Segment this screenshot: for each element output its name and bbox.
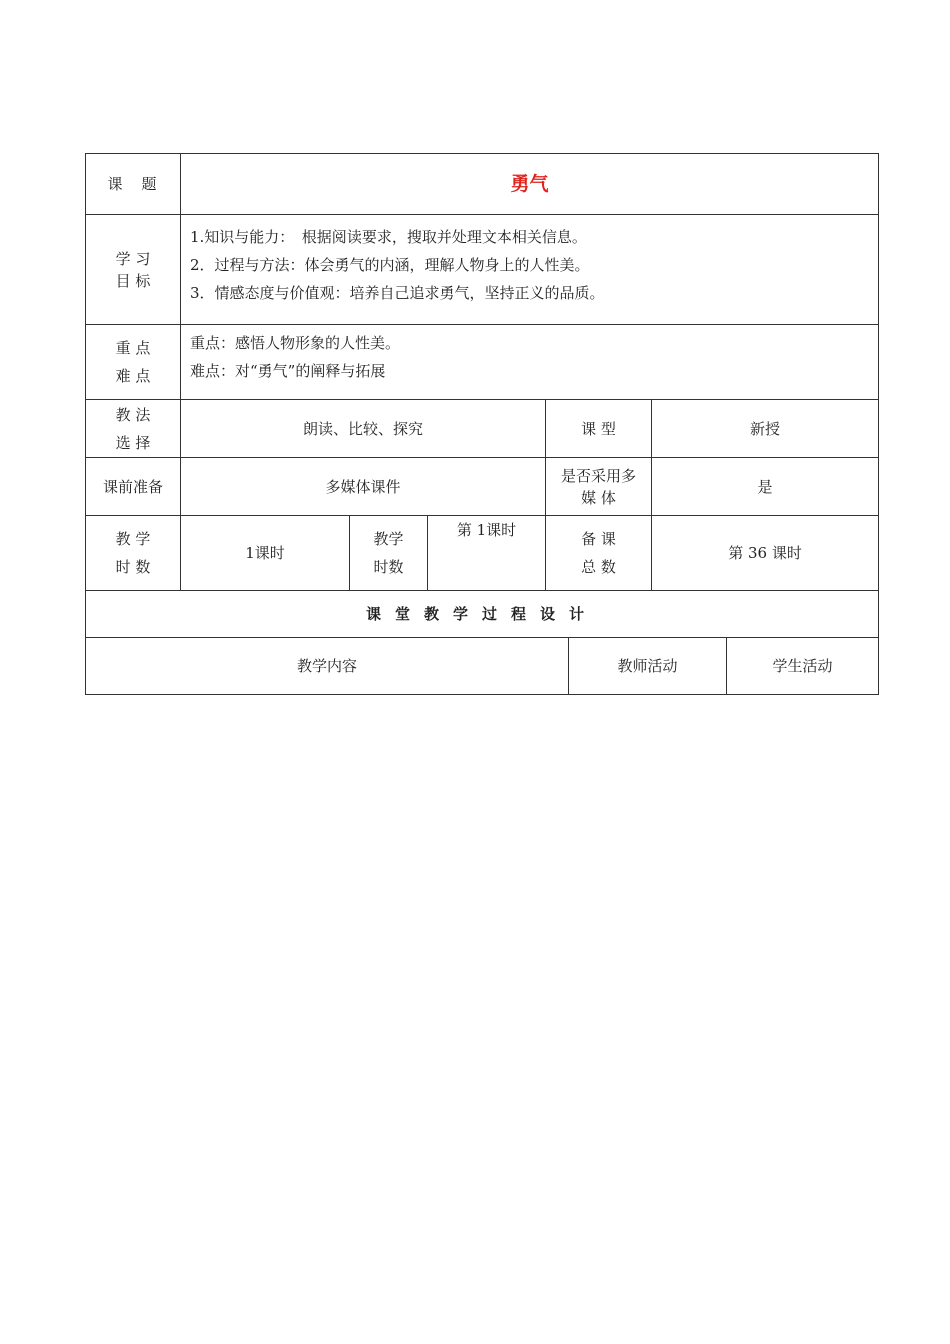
total-hours-label: 备 课 总 数 [546,516,652,591]
hours-row [86,516,879,591]
col-teaching-content: 教学内容 [86,638,569,695]
objective-item: 1.知识与能力： 根据阅读要求，搜取并处理文本相关信息。 [190,228,587,246]
prep-row [86,458,879,516]
hours-value-2: 第 1课时 [428,516,546,591]
key-point: 重点：感悟人物形象的人性美。 [190,334,401,352]
key-points-label: 重 点 难 点 [86,325,181,400]
media-value: 是 [652,458,879,516]
hours-label: 教 学 时 数 [86,516,181,591]
total-hours-value: 第 36 课时 [652,516,879,591]
design-heading: 课堂教学过程设计 [86,591,879,638]
difficult-point: 难点：对“勇气”的阐释与拓展 [190,362,386,380]
col-student-activity: 学生活动 [727,638,879,695]
prep-label: 课前准备 [86,458,181,516]
lesson-type-value: 新授 [652,400,879,458]
col-teacher-activity: 教师活动 [569,638,727,695]
lesson-plan-table [85,153,879,638]
objectives-list [181,215,879,325]
objective-item: 2．过程与方法：体会勇气的内涵，理解人物身上的人性美。 [190,256,590,274]
method-value: 朗读、比较、探究 [181,400,546,458]
topic-row [86,154,879,215]
lesson-title: 勇气 [181,154,879,215]
lesson-plan-sheet [85,153,878,695]
prep-value: 多媒体课件 [181,458,546,516]
objectives-row [86,215,879,325]
process-header-row [86,638,879,695]
lesson-type-label: 课 型 [546,400,652,458]
media-label: 是否采用多 媒 体 [546,458,652,516]
process-table [85,637,879,695]
design-heading-row [86,591,879,638]
hours-label-2: 教学 时数 [350,516,428,591]
hours-value: 1课时 [181,516,350,591]
key-points-row [86,325,879,400]
key-points-content [181,325,879,400]
method-row [86,400,879,458]
objectives-label: 学 习 目 标 [86,215,181,325]
objective-item: 3．情感态度与价值观：培养自己追求勇气，坚持正义的品质。 [190,284,605,302]
method-label: 教 法 选 择 [86,400,181,458]
topic-label: 课 题 [86,154,181,215]
